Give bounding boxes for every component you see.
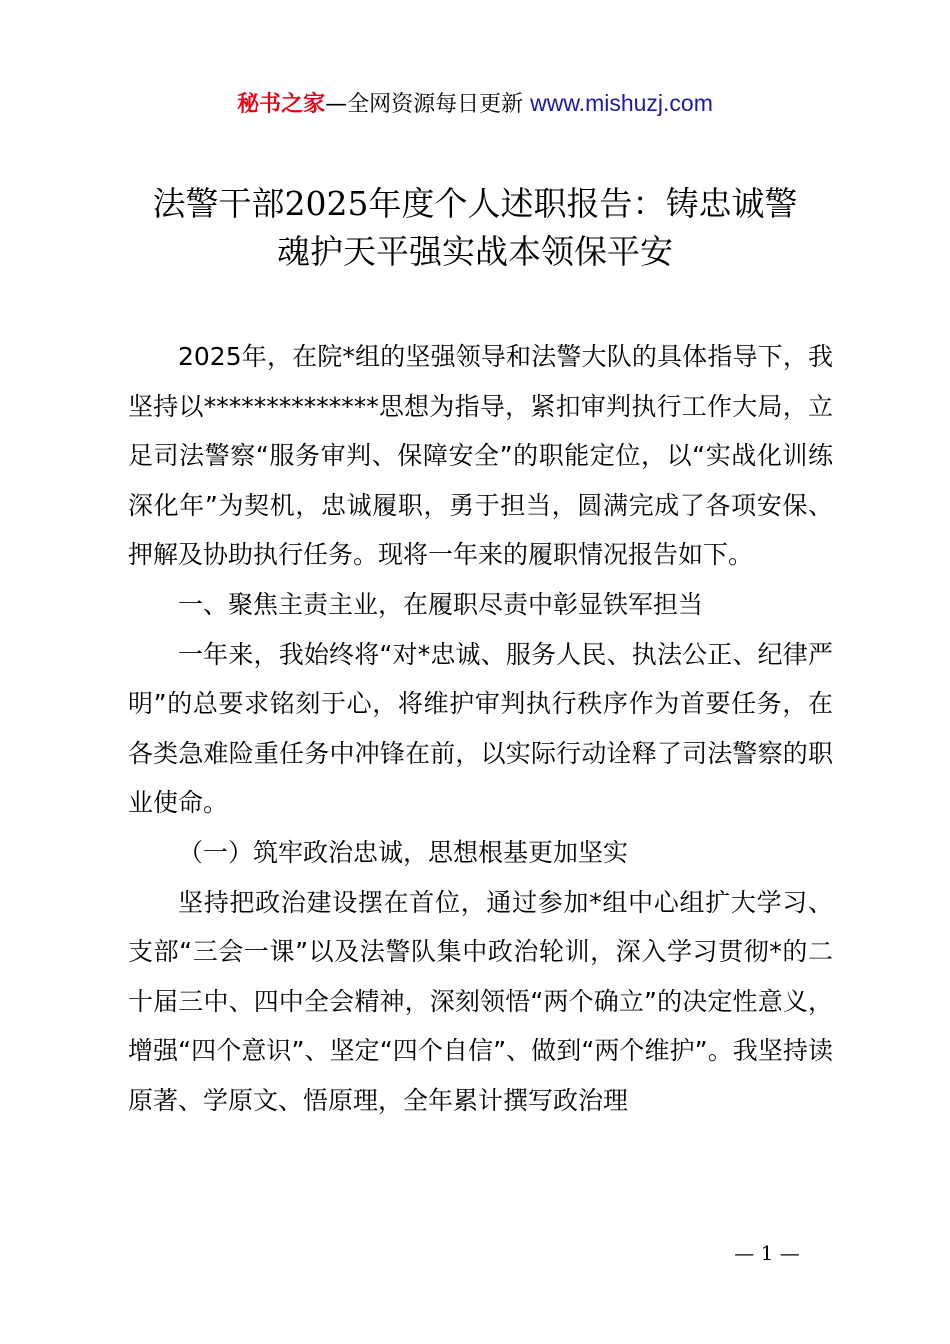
document-body	[128, 332, 833, 1126]
brand-name: 秘书之家	[237, 92, 326, 117]
title-line-1: 法警干部2025年度个人述职报告：铸忠诚警	[152, 184, 798, 223]
intro-paragraph: 2025年，在院*组的坚强领导和法警大队的具体指导下，我坚持以**************思想为指导，紧扣审判执行工作大局，立足司法警察“服务审判、保障安全”的职能定位，以“实战化训练深化年”为契机，忠诚履职，勇于担当，圆满完成了各项安保、押解及协助执行任务。现将一年来的履职情况报告如下。	[128, 342, 833, 570]
section-paragraph-1: 一年来，我始终将“对*忠诚、服务人民、执法公正、纪律严明”的总要求铭刻于心，将维护审判执行秩序作为首要任务，在各类急难险重任务中冲锋在前，以实际行动诠释了司法警察的职业使命。	[128, 639, 833, 818]
page-number: — 1 —	[734, 1241, 800, 1265]
title-line-2: 魂护天平强实战本领保平安	[277, 232, 673, 271]
document-title	[90, 180, 860, 276]
site-header	[0, 86, 950, 122]
section-heading-1: 一、聚焦主责主业，在履职尽责中彰显铁军担当	[178, 589, 704, 619]
subsection-heading-1: （一）筑牢政治忠诚，思想根基更加坚实	[178, 837, 629, 867]
subsection-paragraph-1: 坚持把政治建设摆在首位，通过参加*组中心组扩大学习、支部“三会一课”以及法警队集中政治轮训，深入学习贯彻*的二十届三中、四中全会精神，深刻领悟“两个确立”的决定性意义，增强“四个意识”、坚定“四个自信”、做到“两个维护”。我坚持读原著、学原文、悟原理，全年累计撰写政治理	[128, 887, 833, 1115]
site-url-link[interactable]: www.mishuzj.com	[530, 90, 713, 116]
header-tagline: —全网资源每日更新	[325, 92, 531, 117]
